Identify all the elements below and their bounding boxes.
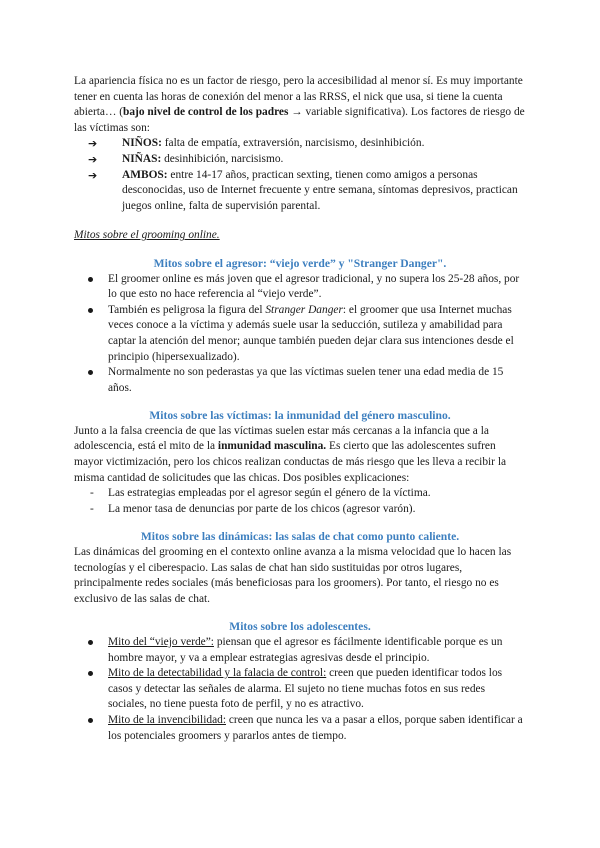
intro-paragraph: La apariencia física no es un factor de riesgo, pero la accesibilidad al menor sí. Es muy importante tener en cuenta las horas de conexión del menor a las RRSS, el nick que usa, si tiene la cuenta abierta… (bajo nivel de control de los padres → variable significativa). Los factores de riesgo de las víctimas son:	[74, 75, 525, 134]
risk-factors-list	[74, 136, 526, 214]
bullet-icon	[88, 718, 93, 723]
list-item: Mito de la invencibilidad: creen que nunca les va a pasar a ellos, porque saben identificar a los potenciales groomers y pararlos antes de tiempo.	[74, 713, 526, 744]
section-title: Mitos sobre el grooming online.	[74, 229, 220, 242]
list-item: ➔ NIÑOS: falta de empatía, extraversión, narcisismo, desinhibición.	[88, 137, 425, 151]
victimas-paragraph: Junto a la falsa creencia de que las víctimas suelen estar más cercanas a la infancia que a la adolescencia, está el mito de la inmunidad masculina. Es cierto que las adolescentes sufren mayor victimización, pero los chicos realizan conductas de más riesgo que les lleva a recibir la misma cantidad de solicitudes que las chicas. Dos posibles explicaciones:	[74, 424, 507, 484]
dash-marker: -	[90, 502, 94, 515]
bullet-icon	[88, 277, 93, 282]
heading-victimas: Mitos sobre las víctimas: la inmunidad del género masculino.	[149, 409, 451, 423]
adolescentes-list	[74, 635, 526, 744]
page-content	[74, 74, 526, 744]
victimas-dash-list	[74, 486, 526, 517]
list-item: El groomer online es más joven que el agresor tradicional, y no supera los 25-28 años, por lo que esto no hace referencia al “viejo verde”.	[74, 272, 526, 303]
bullet-icon	[88, 640, 93, 645]
bullet-icon	[88, 308, 93, 313]
list-item: ➔ NIÑAS: desinhibición, narcisismo.	[88, 152, 284, 166]
list-item: - Las estrategias empleadas por el agresor según el género de la víctima.	[74, 486, 526, 502]
arrow-right-icon: ➔	[88, 168, 98, 182]
list-item: Mito de la detectabilidad y la falacia de control: creen que pueden identificar todos los casos y detectar las señales de alarma. El sujeto no tiene muchas fotos en sus redes sociales, no tiene puesta foto de perfil, y no es atractivo.	[74, 666, 526, 713]
arrow-right-icon: ➔	[88, 137, 98, 151]
bullet-icon	[88, 370, 93, 375]
list-item: Mito del “viejo verde”: piensan que el agresor es fácilmente identificable porque es un hombre mayor, y va a emplear estrategias agresivas desde el principio.	[74, 635, 526, 666]
agresor-list	[74, 272, 526, 397]
list-item: También es peligrosa la figura del Stranger Danger: el groomer que usa Internet muchas veces conoce a la víctima y además suele usar la seducción, sutileza y amabilidad para captar la atención del menor; aunque también pueden dejar clara sus intenciones desde el principio (hipersexualizado).	[74, 303, 526, 365]
list-item: ➔ AMBOS: entre 14-17 años, practican sexting, tienen como amigos a personas desconocidas, uso de Internet frecuente y entre semana, síntomas depresivos, practican juegos online, falta de supervisión parental.	[88, 168, 518, 212]
dinamicas-paragraph: Las dinámicas del grooming en el contexto online avanza a la misma velocidad que lo hacen las tecnologías y el ciberespacio. Las salas de chat han sido sustituidas por otros lugares, principalmente redes sociales (más beneficiosas para los groomers). Por tanto, el riesgo no es exclusivo de las salas de chat.	[74, 546, 512, 605]
dash-marker: -	[90, 487, 94, 500]
intro-bold: bajo nivel de control de los padres	[123, 106, 289, 119]
heading-dinamicas: Mitos sobre las dinámicas: las salas de chat como punto caliente.	[140, 530, 460, 544]
list-item: Normalmente no son pederastas ya que las víctimas suelen tener una edad media de 15 años.	[74, 365, 526, 396]
heading-adolescentes: Mitos sobre los adolescentes.	[229, 620, 371, 634]
heading-agresor: Mitos sobre el agresor: “viejo verde” y "Stranger Danger".	[153, 256, 447, 270]
bullet-icon	[88, 671, 93, 676]
list-item: - La menor tasa de denuncias por parte de los chicos (agresor varón).	[74, 502, 526, 518]
arrow-right-icon: ➔	[88, 152, 98, 166]
